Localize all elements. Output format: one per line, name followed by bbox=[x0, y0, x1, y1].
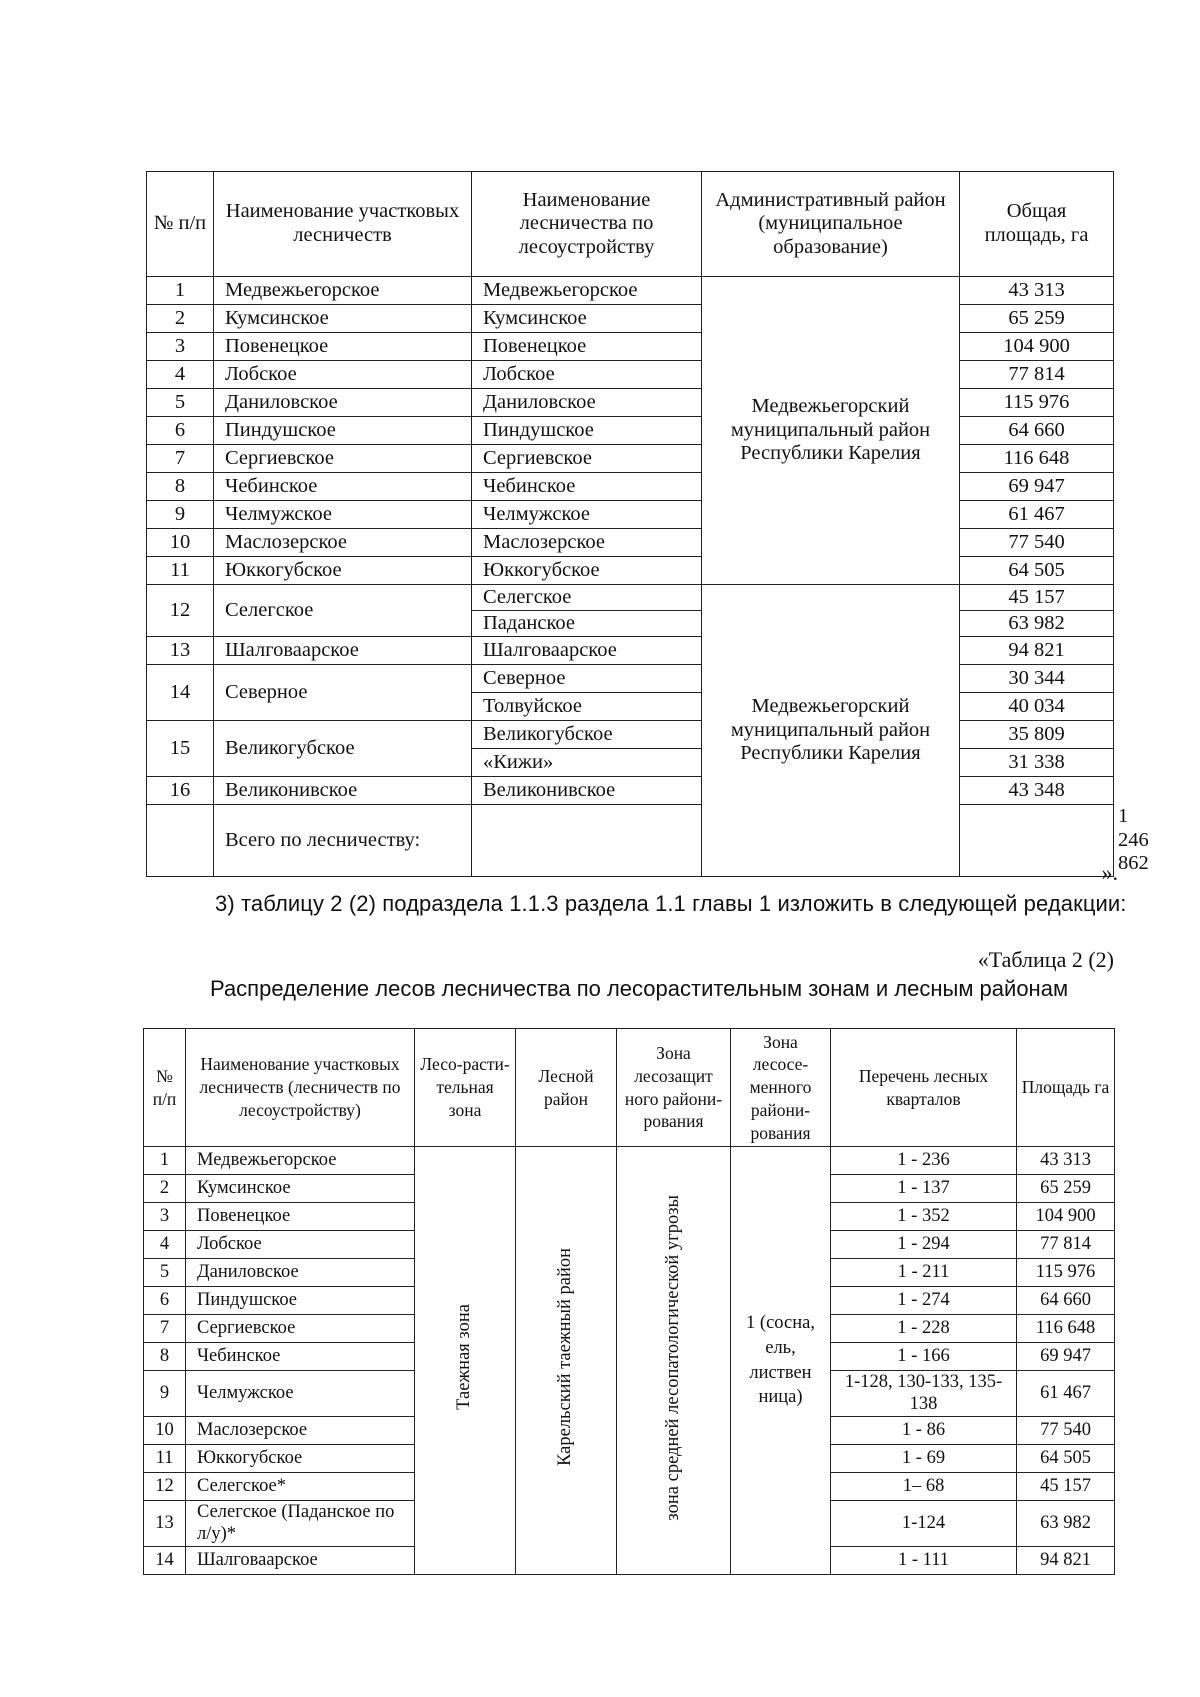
cell-section: Челмужское bbox=[214, 501, 472, 529]
cell-num: 4 bbox=[144, 1231, 186, 1259]
cell-section: Северное bbox=[214, 665, 472, 721]
table-row bbox=[147, 417, 1114, 445]
cell-num: 13 bbox=[144, 1501, 186, 1547]
cell-section: Юккогубское bbox=[186, 1445, 415, 1473]
cell-quarters: 1 - 294 bbox=[831, 1231, 1017, 1259]
cell-area: 63 982 bbox=[960, 611, 1114, 637]
cell-forestry: Повенецкое bbox=[472, 333, 702, 361]
cell-forestry: Сергиевское bbox=[472, 445, 702, 473]
cell-num: 5 bbox=[147, 389, 214, 417]
cell-section: Лобское bbox=[186, 1231, 415, 1259]
cell-area: 69 947 bbox=[1017, 1343, 1115, 1371]
header-region: Лесной район bbox=[516, 1029, 617, 1147]
table-row bbox=[147, 389, 1114, 417]
cell-area: 64 505 bbox=[1017, 1445, 1115, 1473]
amendment-paragraph: 3) таблицу 2 (2) подраздела 1.1.3 раздела 1.1 главы 1 изложить в следующей редакции: bbox=[215, 891, 1127, 916]
table-row bbox=[147, 777, 1114, 805]
cell-area: 65 259 bbox=[960, 305, 1114, 333]
cell-num: 3 bbox=[147, 333, 214, 361]
header-area: Площадь га bbox=[1017, 1029, 1115, 1147]
cell-quarters: 1 - 352 bbox=[831, 1203, 1017, 1231]
cell-num: 14 bbox=[144, 1547, 186, 1575]
cell-area: 64 505 bbox=[960, 557, 1114, 585]
header-num: № п/п bbox=[144, 1029, 186, 1147]
cell-num: 13 bbox=[147, 637, 214, 665]
cell-area: 77 814 bbox=[960, 361, 1114, 389]
cell-area: 77 814 bbox=[1017, 1231, 1115, 1259]
cell-area: 43 313 bbox=[960, 277, 1114, 305]
cell-area: 45 157 bbox=[960, 585, 1114, 611]
cell-num: 11 bbox=[147, 557, 214, 585]
table-row bbox=[147, 445, 1114, 473]
cell-area: 45 157 bbox=[1017, 1473, 1115, 1501]
cell-seed: 1 (сосна, ель, листвен ница) bbox=[731, 1147, 831, 1575]
cell-section: Сергиевское bbox=[214, 445, 472, 473]
cell-quarters: 1-128, 130-133, 135-138 bbox=[831, 1371, 1017, 1417]
cell-quarters: 1 - 86 bbox=[831, 1417, 1017, 1445]
cell-num: 16 bbox=[147, 777, 214, 805]
table-row bbox=[147, 473, 1114, 501]
cell-area: 115 976 bbox=[960, 389, 1114, 417]
cell-forestry: Маслозерское bbox=[472, 529, 702, 557]
table-title: Распределение лесов лесничества по лесорастительным зонам и лесным районам bbox=[210, 976, 1069, 1001]
cell-num: 1 bbox=[147, 277, 214, 305]
cell-quarters: 1 - 166 bbox=[831, 1343, 1017, 1371]
cell-num: 14 bbox=[147, 665, 214, 721]
cell-quarters: 1 - 274 bbox=[831, 1287, 1017, 1315]
cell-empty bbox=[960, 805, 1114, 877]
cell-region bbox=[516, 1147, 617, 1575]
cell-num: 7 bbox=[144, 1315, 186, 1343]
cell-area: 43 348 bbox=[960, 777, 1114, 805]
table-row bbox=[147, 665, 1114, 693]
table-header-row bbox=[147, 172, 1114, 277]
cell-num: 1 bbox=[144, 1147, 186, 1175]
cell-section: Чебинское bbox=[214, 473, 472, 501]
cell-quarters: 1– 68 bbox=[831, 1473, 1017, 1501]
cell-area: 61 467 bbox=[960, 501, 1114, 529]
cell-forestry: Шалговаарское bbox=[472, 637, 702, 665]
cell-section: Сергиевское bbox=[186, 1315, 415, 1343]
cell-quarters: 1-124 bbox=[831, 1501, 1017, 1547]
cell-num: 10 bbox=[147, 529, 214, 557]
table-row bbox=[147, 529, 1114, 557]
cell-num: 12 bbox=[144, 1473, 186, 1501]
cell-quarters: 1 - 228 bbox=[831, 1315, 1017, 1343]
table-header-row bbox=[144, 1029, 1115, 1147]
cell-forestry: «Кижи» bbox=[472, 749, 702, 777]
header-seed: Зона лесосе-менного райони-рования bbox=[731, 1029, 831, 1147]
forest-zones-table bbox=[143, 1028, 1115, 1575]
cell-num: 7 bbox=[147, 445, 214, 473]
table-row bbox=[147, 333, 1114, 361]
cell-quarters: 1 - 211 bbox=[831, 1259, 1017, 1287]
cell-num: 2 bbox=[144, 1175, 186, 1203]
cell-num: 12 bbox=[147, 585, 214, 637]
cell-forestry: Челмужское bbox=[472, 501, 702, 529]
header-quarters: Перечень лесных кварталов bbox=[831, 1029, 1017, 1147]
cell-forestry: Селегское bbox=[472, 585, 702, 611]
cell-area: 31 338 bbox=[960, 749, 1114, 777]
cell-section: Медвежьегорское bbox=[186, 1147, 415, 1175]
header-forestry: Наименование лесничества по лесоустройству bbox=[472, 172, 702, 277]
cell-area: 61 467 bbox=[1017, 1371, 1115, 1417]
cell-quarters: 1 - 236 bbox=[831, 1147, 1017, 1175]
cell-district: Медвежьегорский муниципальный район Республики Карелия bbox=[702, 277, 960, 585]
cell-area: 77 540 bbox=[960, 529, 1114, 557]
cell-section: Лобское bbox=[214, 361, 472, 389]
table-label: «Таблица 2 (2) bbox=[977, 947, 1114, 972]
table-row bbox=[144, 1147, 1115, 1175]
cell-area: 35 809 bbox=[960, 721, 1114, 749]
cell-area: 30 344 bbox=[960, 665, 1114, 693]
cell-num: 10 bbox=[144, 1417, 186, 1445]
cell-quarters: 1 - 137 bbox=[831, 1175, 1017, 1203]
cell-section: Пиндушское bbox=[214, 417, 472, 445]
cell-section: Селегское bbox=[214, 585, 472, 637]
cell-quarters: 1 - 69 bbox=[831, 1445, 1017, 1473]
cell-section: Юккогубское bbox=[214, 557, 472, 585]
cell-area: 116 648 bbox=[960, 445, 1114, 473]
cell-num: 6 bbox=[144, 1287, 186, 1315]
cell-num: 5 bbox=[144, 1259, 186, 1287]
cell-forestry: Лобское bbox=[472, 361, 702, 389]
table-row bbox=[147, 501, 1114, 529]
header-num: № п/п bbox=[147, 172, 214, 277]
cell-section: Шалговаарское bbox=[214, 637, 472, 665]
table-row bbox=[147, 361, 1114, 389]
cell-section: Маслозерское bbox=[214, 529, 472, 557]
cell-forestry: Паданское bbox=[472, 611, 702, 637]
protect-text: зона средней лесопатологической угрозы bbox=[662, 1194, 683, 1521]
cell-empty bbox=[472, 805, 702, 877]
cell-section: Пиндушское bbox=[186, 1287, 415, 1315]
cell-district: Медвежьегорский муниципальный район Республики Карелия bbox=[702, 585, 960, 877]
cell-num: 15 bbox=[147, 721, 214, 777]
cell-area: 40 034 bbox=[960, 693, 1114, 721]
cell-section: Даниловское bbox=[214, 389, 472, 417]
cell-area: 104 900 bbox=[960, 333, 1114, 361]
cell-section: Селегское* bbox=[186, 1473, 415, 1501]
cell-section: Чебинское bbox=[186, 1343, 415, 1371]
total-row: Всего по лесничеству: 1 246 862 bbox=[147, 805, 1114, 877]
cell-forestry: Чебинское bbox=[472, 473, 702, 501]
cell-num: 11 bbox=[144, 1445, 186, 1473]
table-row bbox=[147, 557, 1114, 585]
cell-area: 115 976 bbox=[1017, 1259, 1115, 1287]
cell-num: 3 bbox=[144, 1203, 186, 1231]
cell-area: 64 660 bbox=[960, 417, 1114, 445]
cell-section: Даниловское bbox=[186, 1259, 415, 1287]
cell-protect bbox=[617, 1147, 731, 1575]
table-row bbox=[147, 305, 1114, 333]
cell-section: Повенецкое bbox=[214, 333, 472, 361]
cell-forestry: Медвежьегорское bbox=[472, 277, 702, 305]
cell-forestry: Северное bbox=[472, 665, 702, 693]
cell-area: 94 821 bbox=[960, 637, 1114, 665]
table-row bbox=[147, 585, 1114, 611]
cell-num: 8 bbox=[147, 473, 214, 501]
cell-forestry: Великогубское bbox=[472, 721, 702, 749]
header-area: Общая площадь, га bbox=[960, 172, 1114, 277]
region-text: Карельский таежный район bbox=[555, 1248, 576, 1467]
cell-area: 65 259 bbox=[1017, 1175, 1115, 1203]
cell-area: 69 947 bbox=[960, 473, 1114, 501]
cell-area: 94 821 bbox=[1017, 1547, 1115, 1575]
table-row bbox=[147, 721, 1114, 749]
cell-num: 9 bbox=[144, 1371, 186, 1417]
cell-num: 9 bbox=[147, 501, 214, 529]
cell-section: Великогубское bbox=[214, 721, 472, 777]
cell-section: Повенецкое bbox=[186, 1203, 415, 1231]
total-label: Всего по лесничеству: bbox=[214, 805, 472, 877]
cell-section: Кумсинское bbox=[214, 305, 472, 333]
cell-section: Великонивское bbox=[214, 777, 472, 805]
cell-forestry: Даниловское bbox=[472, 389, 702, 417]
header-zone: Лесо-расти-тельная зона bbox=[415, 1029, 516, 1147]
cell-forestry: Пиндушское bbox=[472, 417, 702, 445]
cell-forestry: Великонивское bbox=[472, 777, 702, 805]
cell-area: 104 900 bbox=[1017, 1203, 1115, 1231]
cell-section: Маслозерское bbox=[186, 1417, 415, 1445]
cell-forestry: Толвуйское bbox=[472, 693, 702, 721]
cell-quarters: 1 - 111 bbox=[831, 1547, 1017, 1575]
cell-area: 43 313 bbox=[1017, 1147, 1115, 1175]
table-row bbox=[147, 277, 1114, 305]
cell-num: 8 bbox=[144, 1343, 186, 1371]
forestry-sections-table bbox=[146, 171, 1149, 877]
cell-section: Шалговаарское bbox=[186, 1547, 415, 1575]
cell-num: 4 bbox=[147, 361, 214, 389]
cell-section: Челмужское bbox=[186, 1371, 415, 1417]
cell-forestry: Юккогубское bbox=[472, 557, 702, 585]
cell-zone bbox=[415, 1147, 516, 1575]
cell-forestry: Кумсинское bbox=[472, 305, 702, 333]
zone-text: Таежная зона bbox=[454, 1304, 475, 1411]
cell-area: 64 660 bbox=[1017, 1287, 1115, 1315]
header-sections: Наименование участковых лесничеств bbox=[214, 172, 472, 277]
cell-area: 116 648 bbox=[1017, 1315, 1115, 1343]
closing-quote: ». bbox=[1101, 860, 1118, 885]
header-sections: Наименование участковых лесничеств (лесничеств по лесоустройству) bbox=[186, 1029, 415, 1147]
cell-section: Кумсинское bbox=[186, 1175, 415, 1203]
cell-area: 63 982 bbox=[1017, 1501, 1115, 1547]
cell-empty bbox=[147, 805, 214, 877]
cell-num: 6 bbox=[147, 417, 214, 445]
header-district: Административный район (муниципальное образование) bbox=[702, 172, 960, 277]
cell-section: Селегское (Паданское по л/у)* bbox=[186, 1501, 415, 1547]
table-row bbox=[147, 637, 1114, 665]
cell-section: Медвежьегорское bbox=[214, 277, 472, 305]
header-protect: Зона лесозащит ного райони-рования bbox=[617, 1029, 731, 1147]
cell-area: 77 540 bbox=[1017, 1417, 1115, 1445]
cell-num: 2 bbox=[147, 305, 214, 333]
